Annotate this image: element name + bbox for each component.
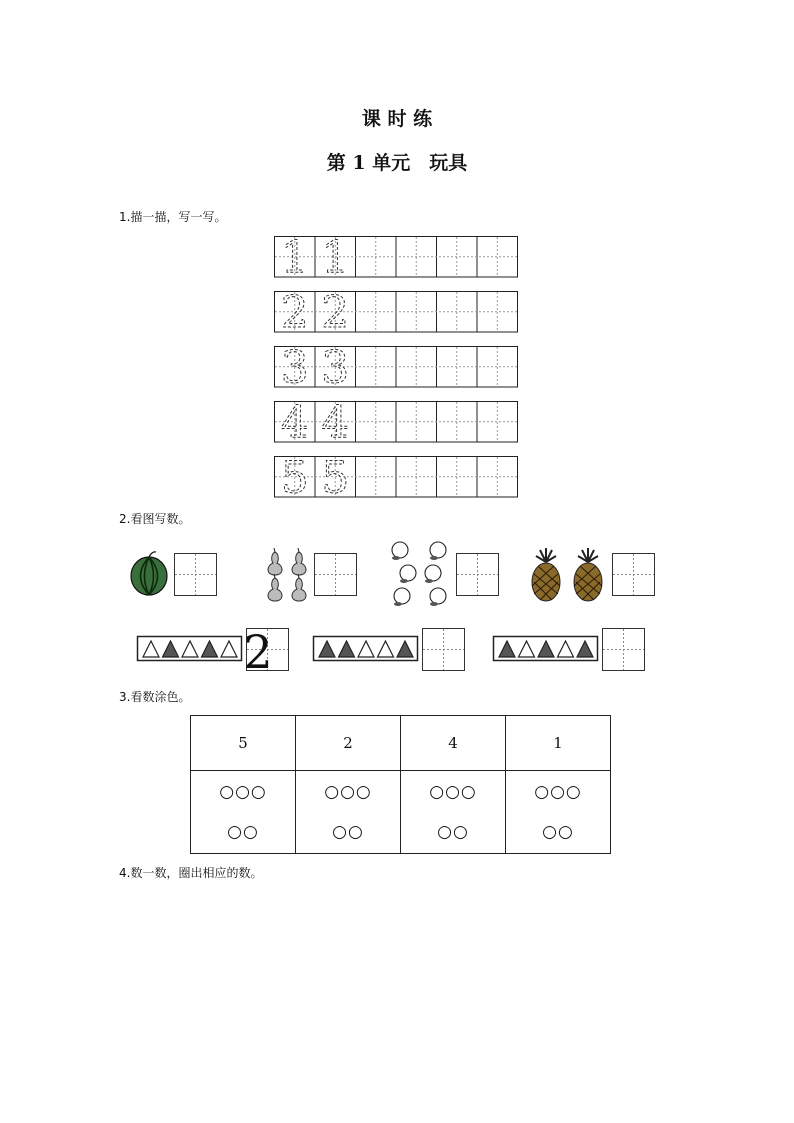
circles-row-bottom[interactable]: ○○ xyxy=(332,822,364,842)
trace-digit: 2 xyxy=(321,287,350,339)
tracing-row[interactable] xyxy=(275,398,518,449)
answer-box-peach[interactable] xyxy=(456,553,500,601)
trace-digit: 4 xyxy=(280,397,309,449)
circles-row-top[interactable]: ○○○ xyxy=(219,782,267,802)
number-cell: 1 xyxy=(506,716,611,771)
answer-box-watermelon[interactable] xyxy=(174,553,218,601)
triangle-row-2 xyxy=(312,624,472,676)
trace-digit: 5 xyxy=(280,452,309,502)
circles-row-top[interactable]: ○○○ xyxy=(534,782,582,802)
circles-row-top[interactable]: ○○○ xyxy=(324,782,372,802)
answer-box-pear[interactable] xyxy=(314,553,358,601)
trace-digit: 3 xyxy=(280,342,309,394)
watermelon-icon xyxy=(128,548,172,598)
triangle-row-1 xyxy=(136,624,296,676)
circles-row-top[interactable]: ○○○ xyxy=(429,782,477,802)
question-4-text: 4.数一数，圈出相应的数。 xyxy=(119,866,263,880)
page-title: 课 时 练 xyxy=(361,108,433,130)
peach-icon xyxy=(388,538,454,610)
trace-digit: 5 xyxy=(321,452,350,502)
tracing-row[interactable] xyxy=(275,233,518,284)
trace-digit: 1 xyxy=(321,232,350,284)
trace-digit: 1 xyxy=(280,232,309,284)
circles-row-bottom[interactable]: ○○ xyxy=(437,822,469,842)
circles-row-bottom[interactable]: ○○ xyxy=(227,822,259,842)
question-3-text: 3.看数涂色。 xyxy=(119,690,191,704)
question-1-text: 1.描一描，写一写。 xyxy=(119,210,227,224)
number-cell: 2 xyxy=(296,716,401,771)
tracing-row[interactable] xyxy=(275,453,518,503)
circles-cell[interactable] xyxy=(506,771,611,854)
circles-cell[interactable] xyxy=(401,771,506,854)
number-cell: 4 xyxy=(401,716,506,771)
circles-cell[interactable] xyxy=(191,771,296,854)
written-answer: 2 xyxy=(243,625,273,676)
pear-icon xyxy=(262,546,312,606)
tracing-row[interactable] xyxy=(275,343,518,394)
answer-box-pineapple[interactable] xyxy=(612,553,656,601)
trace-digit: 2 xyxy=(280,287,309,339)
tracing-grid xyxy=(270,232,522,502)
circles-row-bottom[interactable]: ○○ xyxy=(542,822,574,842)
unit-subtitle: 第 1 单元 玩具 xyxy=(326,152,468,174)
question-2-text: 2.看图写数。 xyxy=(119,512,191,526)
pineapple-icon xyxy=(526,548,610,604)
trace-digit: 4 xyxy=(321,397,350,449)
triangle-row-3 xyxy=(492,624,652,676)
circles-cell[interactable] xyxy=(296,771,401,854)
number-cell: 5 xyxy=(191,716,296,771)
color-table xyxy=(190,715,611,854)
tracing-row[interactable] xyxy=(275,288,518,339)
trace-digit: 3 xyxy=(321,342,350,394)
